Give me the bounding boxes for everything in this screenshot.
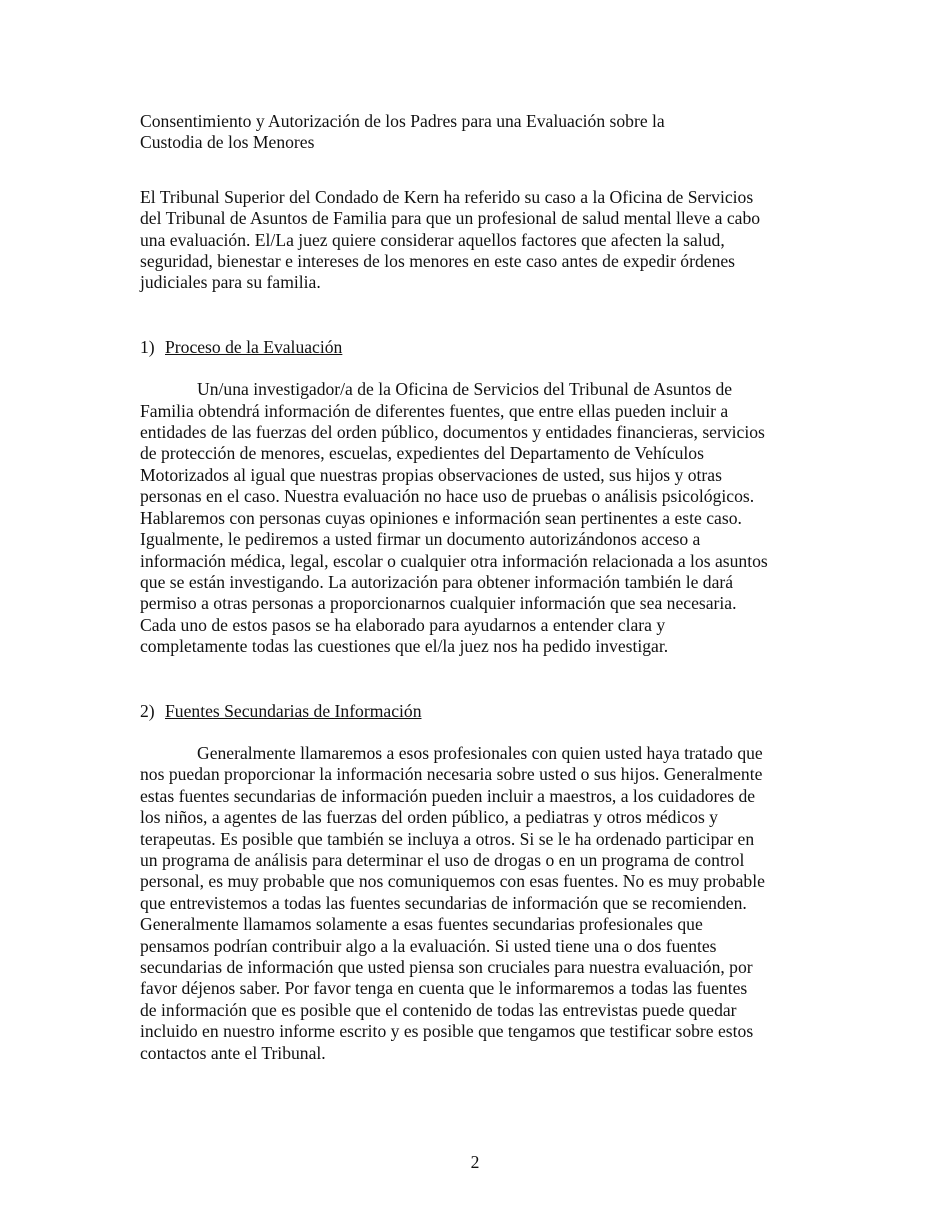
section-heading [140, 337, 812, 358]
section-title: Proceso de la Evaluación [165, 336, 343, 357]
page-number: 2 [470, 1152, 480, 1172]
document-page [140, 111, 812, 1064]
section-number: 1) [140, 336, 155, 357]
section-number: 2) [140, 700, 155, 721]
section-body: Generalmente llamaremos a esos profesionales con quien usted haya tratado que nos puedan proporcionar la información necesaria sobre usted o sus hijos. Generalmente estas fuentes secundarias de información pueden incluir a maestros, a los cuidadores de los niños, a agentes de las fuerzas del orden público, a pediatras y otros médicos y terapeutas. Es posible que también se incluya a otros. Si se le ha ordenado participar en un programa de análisis para determinar el uso de drogas o en un programa de control personal, es muy probable que nos comuniquemos con esas fuentes. No es muy probable que entrevistemos a todas las fuentes secundarias de información que se recomienden. Generalmente llamamos solamente a esas fuentes secundarias profesionales que pensamos podrían contribuir algo a la evaluación. Si usted tiene una o dos fuentes secundarias de información que usted piensa son cruciales para nuestra evaluación, por favor déjenos saber. Por favor tenga en cuenta que le informaremos a todas las fuentes de información que es posible que el contenido de todas las entrevistas puede quedar incluido en nuestro informe escrito y es posible que tengamos que testificar sobre estos contactos ante el Tribunal. [140, 742, 765, 1063]
section-heading [140, 701, 812, 722]
section-1 [140, 337, 812, 658]
intro-paragraph: El Tribunal Superior del Condado de Kern ha referido su caso a la Oficina de Servicios del Tribunal de Asuntos de Familia para que un profesional de salud mental lleve a cabo una evaluación. El/La juez quiere considerar aquellos factores que afecten la salud, seguridad, bienestar e intereses de los menores en este caso antes de expedir órdenes judiciales para su familia. [140, 186, 761, 293]
section-2 [140, 701, 812, 1065]
section-title: Fuentes Secundarias de Información [165, 700, 422, 721]
document-title: Consentimiento y Autorización de los Padres para una Evaluación sobre la Custodia de los Menores [140, 111, 665, 153]
section-body: Un/una investigador/a de la Oficina de Servicios del Tribunal de Asuntos de Familia obtendrá información de diferentes fuentes, que entre ellas pueden incluir a entidades de las fuerzas del orden público, documentos y entidades financieras, servicios de protección de menores, escuelas, expedientes del Departamento de Vehículos Motorizados al igual que nuestras propias observaciones de usted, sus hijos y otras personas en el caso. Nuestra evaluación no hace uso de pruebas o análisis psicológicos. Hablaremos con personas cuyas opiniones e información sean pertinentes a este caso. Igualmente, le pediremos a usted firmar un documento autorizándonos acceso a información médica, legal, escolar o cualquier otra información relacionada a los asuntos que se están investigando. La autorización para obtener información también le dará permiso a otras personas a proporcionarnos cualquier información que sea necesaria. Cada uno de estos pasos se ha elaborado para ayudarnos a entender clara y completamente todas las cuestiones que el/la juez nos ha pedido investigar. [140, 379, 768, 657]
